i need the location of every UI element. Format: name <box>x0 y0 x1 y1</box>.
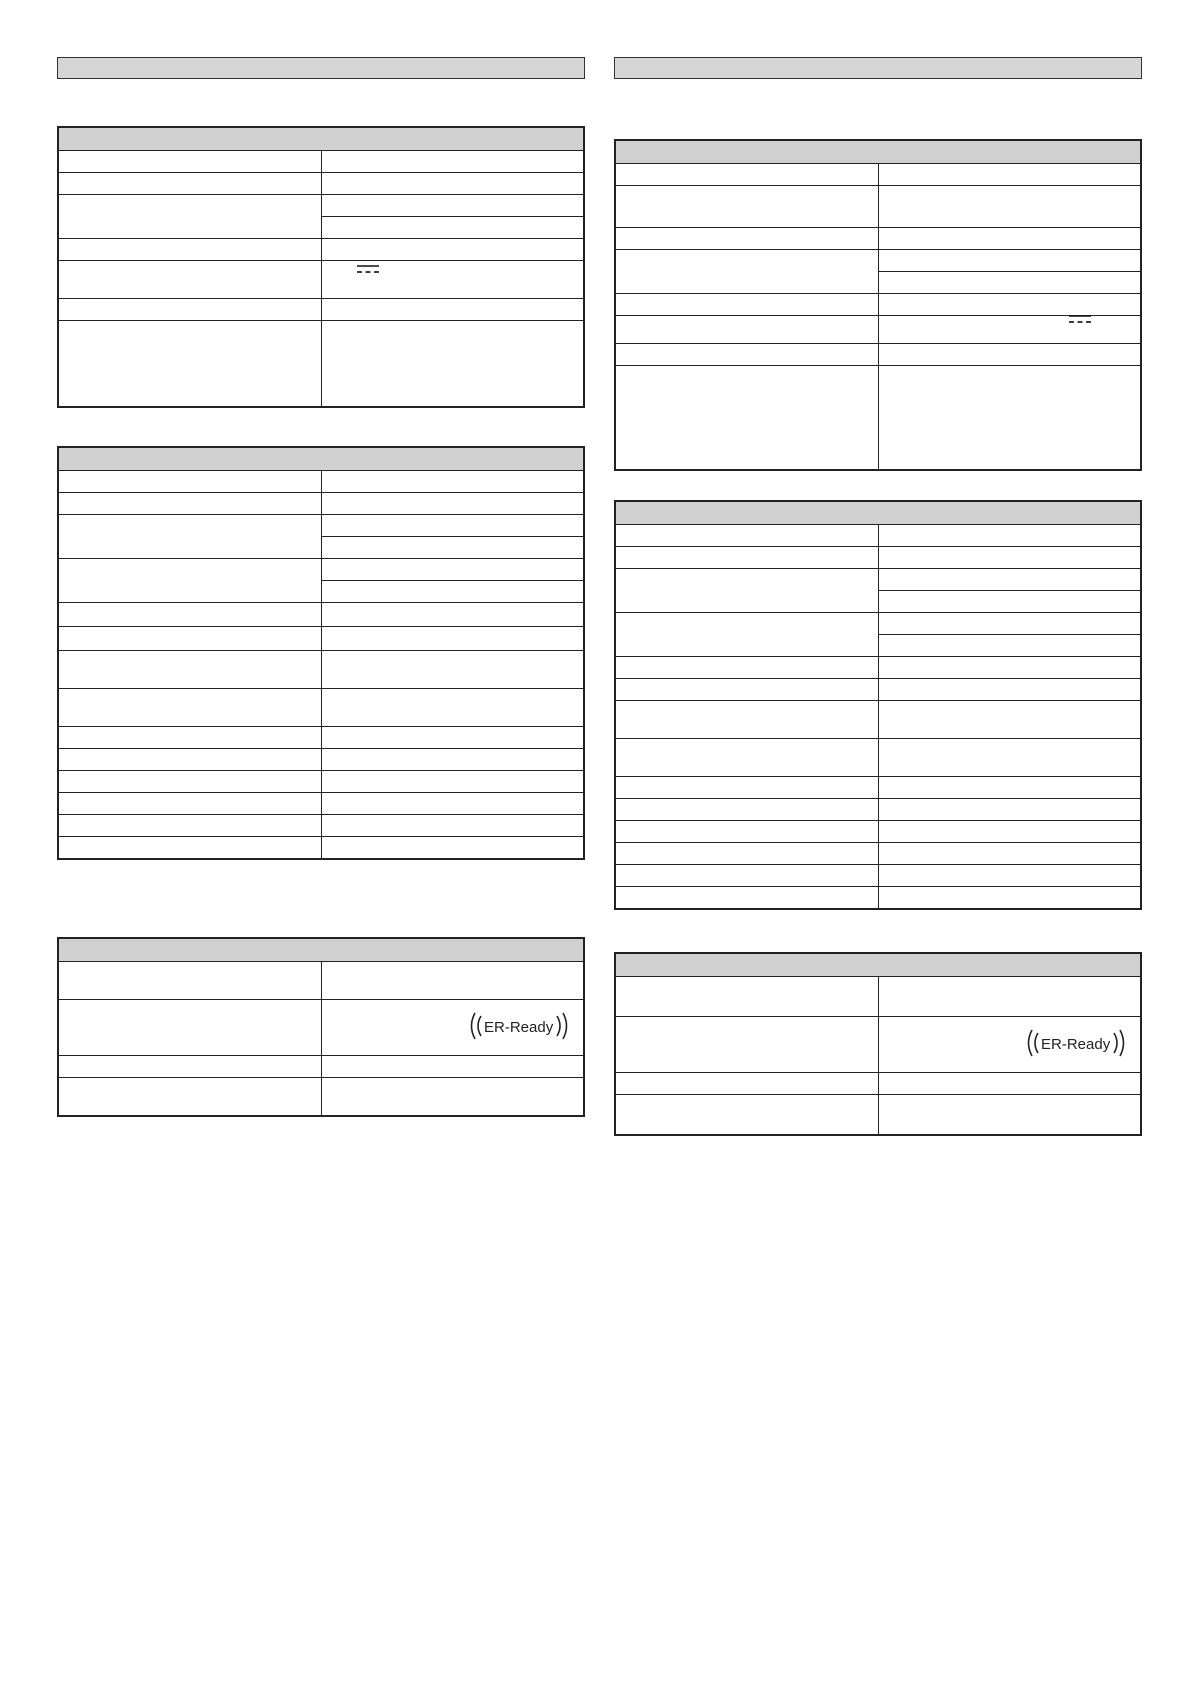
table-header <box>615 501 1141 525</box>
spec-table-network <box>614 952 1142 1136</box>
label-cell <box>58 815 321 837</box>
label-cell <box>615 701 878 739</box>
left-column <box>57 57 585 1036</box>
value-cell <box>878 569 1141 591</box>
label-cell <box>615 547 878 569</box>
value-cell <box>321 515 584 537</box>
label-cell <box>615 228 878 250</box>
value-cell <box>321 559 584 581</box>
label-cell <box>58 515 321 559</box>
value-cell <box>321 261 584 299</box>
value-cell <box>321 749 584 771</box>
value-cell <box>321 689 584 727</box>
label-cell <box>615 250 878 294</box>
label-cell <box>615 164 878 186</box>
value-cell <box>878 250 1141 272</box>
label-cell <box>58 727 321 749</box>
label-cell <box>615 657 878 679</box>
label-cell <box>58 627 321 651</box>
value-cell <box>321 173 584 195</box>
er-ready-logo <box>467 1007 571 1045</box>
value-cell <box>878 547 1141 569</box>
label-cell <box>615 366 878 470</box>
label-cell <box>58 471 321 493</box>
label-cell <box>58 1000 321 1056</box>
label-cell <box>58 239 321 261</box>
value-cell <box>878 591 1141 613</box>
value-cell <box>878 865 1141 887</box>
value-cell <box>878 799 1141 821</box>
value-cell <box>321 581 584 603</box>
value-cell <box>878 228 1141 250</box>
spec-table-power <box>614 139 1142 471</box>
label-cell <box>58 771 321 793</box>
value-cell <box>878 1017 1141 1073</box>
er-ready-text: ER-Ready <box>484 1019 554 1036</box>
label-cell <box>615 821 878 843</box>
value-cell <box>321 627 584 651</box>
label-cell <box>58 962 321 1000</box>
label-cell <box>58 151 321 173</box>
value-cell <box>321 1000 584 1056</box>
table-header <box>58 938 584 962</box>
label-cell <box>615 739 878 777</box>
value-cell <box>878 366 1141 470</box>
section-banner <box>57 57 585 79</box>
direct-current-symbol-icon <box>1068 314 1092 324</box>
label-cell <box>58 1078 321 1116</box>
label-cell <box>615 1073 878 1095</box>
label-cell <box>615 1017 878 1073</box>
section-banner <box>614 57 1142 79</box>
label-cell <box>58 493 321 515</box>
label-cell <box>58 651 321 689</box>
label-cell <box>615 569 878 613</box>
value-cell <box>878 164 1141 186</box>
value-cell <box>321 537 584 559</box>
value-cell <box>321 771 584 793</box>
label-cell <box>615 679 878 701</box>
value-cell <box>878 1095 1141 1135</box>
label-cell <box>615 865 878 887</box>
value-cell <box>878 701 1141 739</box>
label-cell <box>58 559 321 603</box>
value-cell <box>878 344 1141 366</box>
direct-current-symbol-icon <box>356 264 380 274</box>
value-cell <box>321 837 584 859</box>
label-cell <box>615 777 878 799</box>
spec-table-power <box>57 126 585 408</box>
spec-table-radio <box>614 500 1142 910</box>
er-ready-logo <box>1024 1024 1128 1062</box>
value-cell <box>321 471 584 493</box>
value-cell <box>878 977 1141 1017</box>
label-cell <box>58 793 321 815</box>
table-header <box>615 953 1141 977</box>
label-cell <box>58 195 321 239</box>
label-cell <box>615 344 878 366</box>
value-cell <box>878 679 1141 701</box>
value-cell <box>321 603 584 627</box>
label-cell <box>615 525 878 547</box>
er-ready-text: ER-Ready <box>1041 1036 1111 1053</box>
table-header <box>58 127 584 151</box>
value-cell <box>321 1056 584 1078</box>
label-cell <box>58 749 321 771</box>
label-cell <box>58 261 321 299</box>
value-cell <box>878 657 1141 679</box>
label-cell <box>58 321 321 407</box>
label-cell <box>58 603 321 627</box>
label-cell <box>615 843 878 865</box>
value-cell <box>321 793 584 815</box>
right-column <box>614 57 1142 1053</box>
label-cell <box>615 186 878 228</box>
label-cell <box>615 316 878 344</box>
value-cell <box>878 525 1141 547</box>
value-cell <box>321 962 584 1000</box>
spec-table-network <box>57 937 585 1117</box>
value-cell <box>321 195 584 217</box>
value-cell <box>321 815 584 837</box>
label-cell <box>615 1095 878 1135</box>
label-cell <box>615 613 878 657</box>
value-cell <box>321 493 584 515</box>
value-cell <box>878 777 1141 799</box>
label-cell <box>58 689 321 727</box>
value-cell <box>878 887 1141 909</box>
value-cell <box>321 727 584 749</box>
table-header <box>615 140 1141 164</box>
spec-table-radio <box>57 446 585 860</box>
value-cell <box>321 151 584 173</box>
value-cell <box>878 294 1141 316</box>
label-cell <box>58 299 321 321</box>
label-cell <box>615 799 878 821</box>
value-cell <box>321 1078 584 1116</box>
label-cell <box>615 977 878 1017</box>
value-cell <box>878 316 1141 344</box>
value-cell <box>878 272 1141 294</box>
label-cell <box>58 837 321 859</box>
value-cell <box>878 635 1141 657</box>
table-header <box>58 447 584 471</box>
value-cell <box>321 651 584 689</box>
value-cell <box>321 321 584 407</box>
value-cell <box>878 821 1141 843</box>
value-cell <box>321 239 584 261</box>
label-cell <box>615 887 878 909</box>
value-cell <box>878 1073 1141 1095</box>
label-cell <box>58 173 321 195</box>
label-cell <box>58 1056 321 1078</box>
value-cell <box>878 186 1141 228</box>
value-cell <box>321 299 584 321</box>
value-cell <box>321 217 584 239</box>
value-cell <box>878 843 1141 865</box>
label-cell <box>615 294 878 316</box>
value-cell <box>878 739 1141 777</box>
value-cell <box>878 613 1141 635</box>
